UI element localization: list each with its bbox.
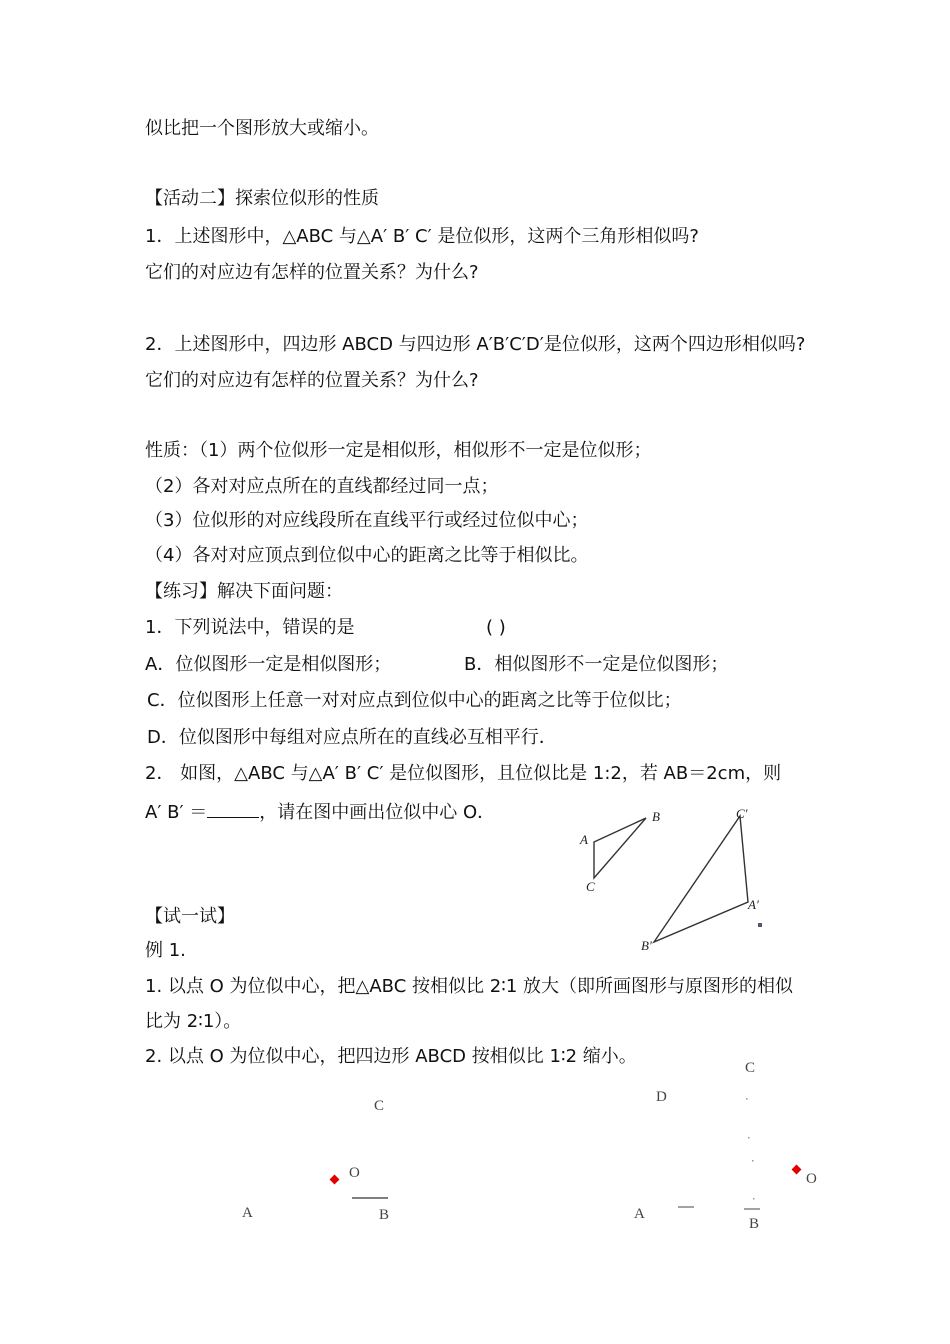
property-3: （3）位似形的对应线段所在直线平行或经过位似中心；	[145, 510, 589, 531]
option-d: D．位似图形中每组对应点所在的直线必互相平行．	[147, 727, 557, 748]
fig3-center-marker	[792, 1165, 802, 1175]
section-heading-exercise: 【练习】解决下面问题：	[145, 581, 343, 602]
option-b: B．相似图形不一定是位似图形；	[464, 654, 729, 675]
point-label-a-prime: A′	[748, 897, 759, 912]
option-c: C．位似图形上任意一对对应点到位似中心的距离之比等于位似比；	[147, 690, 682, 711]
exercise-1: 1．下列说法中，错误的是	[145, 617, 355, 638]
property-2: （2）各对对应点所在的直线都经过同一点；	[145, 476, 499, 497]
triangle-figure	[570, 800, 790, 950]
fig3-point-d: D	[656, 1089, 667, 1105]
fig3-faint-marks	[742, 1085, 762, 1235]
fig2-point-b: B	[379, 1207, 390, 1223]
exercise-2-line1: 2． 如图，△ABC 与△A′ B′ C′ 是位似图形，且位似比是 1:2，若 AB＝2cm，则	[145, 763, 782, 784]
fig2-center-marker	[330, 1175, 340, 1185]
question-1-line2: 它们的对应边有怎样的位置关系？为什么?	[145, 262, 479, 283]
task-2: 2. 以点 O 为位似中心，把四边形 ABCD 按相似比 1∶2 缩小。	[145, 1046, 637, 1067]
point-label-b-prime: B′	[641, 938, 652, 953]
section-heading-try: 【试一试】	[145, 906, 235, 927]
small-marker	[758, 923, 762, 927]
exercise-2-prefix: A′ B′ ＝	[145, 802, 208, 823]
question-2-line1: 2．上述图形中，四边形 ABCD 与四边形 A′B′C′D′是位似形，这两个四边形相似吗?	[145, 334, 806, 355]
fig2-segment	[352, 1196, 392, 1200]
triangle-a2b2c2	[654, 816, 748, 942]
task-1-line1: 1. 以点 O 为位似中心，把△ABC 按相似比 2∶1 放大（即所画图形与原图形的相似	[145, 976, 794, 997]
option-a: A．位似图形一定是相似图形；	[145, 654, 392, 675]
property-4: （4）各对对应顶点到位似中心的距离之比等于相似比。	[145, 545, 589, 566]
answer-parentheses: ( )	[486, 617, 506, 638]
fig3-point-c: C	[745, 1060, 756, 1076]
section-heading-activity2: 【活动二】探索位似形的性质	[145, 188, 379, 209]
fig3-point-o: O	[806, 1171, 817, 1187]
example-label: 例 1.	[145, 940, 186, 961]
point-label-c-prime: C′	[736, 806, 748, 821]
task-1-line2: 比为 2∶1）。	[145, 1011, 242, 1032]
fig3-point-a: A	[634, 1206, 645, 1222]
property-1: 性质：（1）两个位似形一定是相似形，相似形不一定是位似形；	[145, 440, 652, 461]
fig2-point-o: O	[349, 1165, 360, 1181]
point-label-b: B	[652, 809, 660, 824]
exercise-2-suffix: ，请在图中画出位似中心 O．	[259, 802, 496, 823]
point-label-a: A	[580, 832, 588, 847]
fig2-point-a: A	[242, 1205, 253, 1221]
fig3-point-b: B	[749, 1216, 760, 1232]
fig2-point-c: C	[374, 1098, 385, 1114]
point-label-c: C	[586, 879, 595, 894]
text-line: 似比把一个图形放大或缩小。	[145, 118, 379, 139]
exercise-2-line2	[145, 799, 495, 826]
fig3-segments	[676, 1204, 766, 1212]
fill-in-blank	[207, 799, 259, 818]
triangle-abc	[594, 818, 646, 878]
question-2-line2: 它们的对应边有怎样的位置关系？为什么?	[145, 370, 479, 391]
question-1-line1: 1．上述图形中，△ABC 与△A′ B′ C′ 是位似形，这两个三角形相似吗?	[145, 226, 699, 247]
